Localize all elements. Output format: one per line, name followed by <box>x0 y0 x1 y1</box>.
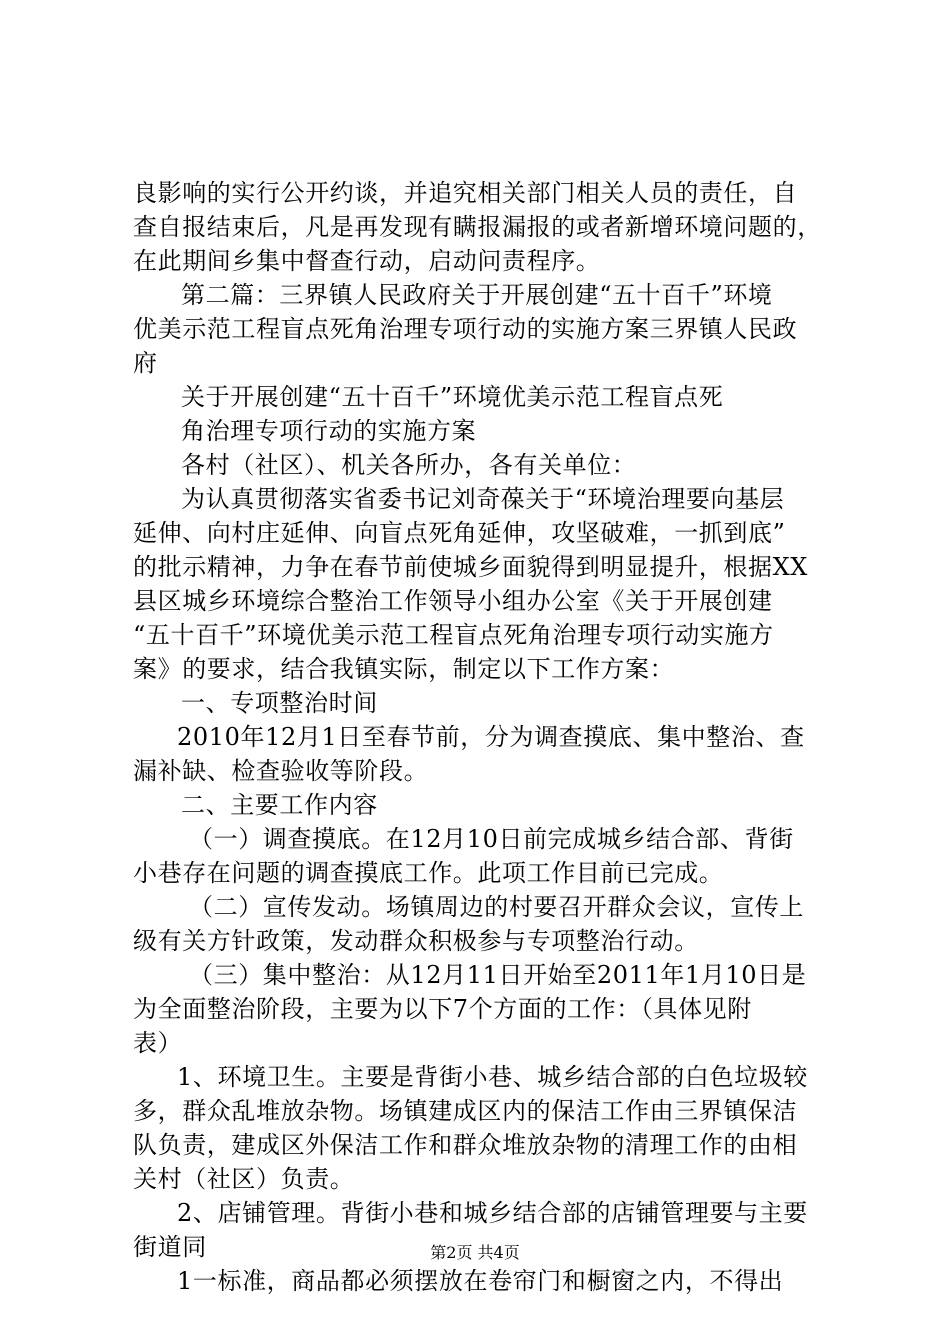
text-line: 街道同 <box>133 1233 207 1261</box>
page-footer: 第2页 共4页 <box>430 1243 520 1262</box>
text-line: 小巷存在问题的调查摸底工作。此项工作目前已完成。 <box>133 859 724 887</box>
document-title: 关于开展创建“五十百千”环境优美示范工程盲点死 <box>181 383 724 411</box>
text-line: 在此期间乡集中督查行动，启动问责程序。 <box>133 247 601 275</box>
text-line: 1、环境卫生。主要是背街小巷、城乡结合部的白色垃圾较 <box>177 1063 808 1091</box>
text-line: 表） <box>133 1029 183 1057</box>
text-line: 2010年12月1日至春节前，分为调查摸底、集中整治、查 <box>177 723 805 751</box>
text-line: 府 <box>133 349 158 377</box>
text-line: （三）集中整治：从12月11日开始至2011年1月10日是 <box>189 961 807 989</box>
text-line: 的批示精神，力争在春节前使城乡面貌得到明显提升，根据XX <box>133 553 808 581</box>
text-line: 队负责，建成区外保洁工作和群众堆放杂物的清理工作的由相 <box>133 1131 798 1159</box>
text-line: （二）宣传发动。场镇周边的村要召开群众会议，宣传上 <box>189 893 804 921</box>
text-line: （一）调查摸底。在12月10日前完成城乡结合部、背街 <box>189 825 794 853</box>
salutation: 各村（社区）、机关各所办，各有关单位： <box>181 451 637 479</box>
section-heading: 第二篇：三界镇人民政府关于开展创建“五十百千”环境 <box>181 281 773 309</box>
text-line: 良影响的实行公开约谈，并追究相关部门相关人员的责任，自 <box>133 179 798 207</box>
text-line: 关村（社区）负责。 <box>133 1165 355 1193</box>
section-heading: 二、主要工作内容 <box>181 791 378 819</box>
document-body <box>133 176 833 1298</box>
text-line: 为认真贯彻落实省委书记刘奇葆关于“环境治理要向基层 <box>181 485 785 513</box>
text-line: 县区城乡环境综合整治工作领导小组办公室《关于开展创建 <box>133 587 773 615</box>
text-line: 查自报结束后，凡是再发现有瞒报漏报的或者新增环境问题的， <box>133 213 822 241</box>
text-line: 1一标准，商品都必须摆放在卷帘门和橱窗之内，不得出 <box>177 1267 784 1295</box>
text-line: 2、店铺管理。背街小巷和城乡结合部的店铺管理要与主要 <box>177 1199 808 1227</box>
section-heading: 一、专项整治时间 <box>181 689 378 717</box>
text-line: 为全面整治阶段，主要为以下7个方面的工作：（具体见附 <box>133 995 752 1023</box>
text-line: 漏补缺、检查验收等阶段。 <box>133 757 429 785</box>
document-title: 角治理专项行动的实施方案 <box>181 417 477 445</box>
text-line: 级有关方针政策，发动群众积极参与专项整治行动。 <box>133 927 699 955</box>
text-line: “五十百千”环境优美示范工程盲点死角治理专项行动实施方 <box>133 621 774 649</box>
text-line: 多，群众乱堆放杂物。场镇建成区内的保洁工作由三界镇保洁 <box>133 1097 798 1125</box>
text-line: 延伸、向村庄延伸、向盲点死角延伸，攻坚破难，一抓到底” <box>133 519 786 547</box>
text-line: 优美示范工程盲点死角治理专项行动的实施方案三界镇人民政 <box>133 315 798 343</box>
text-line: 案》的要求，结合我镇实际，制定以下工作方案： <box>133 655 675 683</box>
